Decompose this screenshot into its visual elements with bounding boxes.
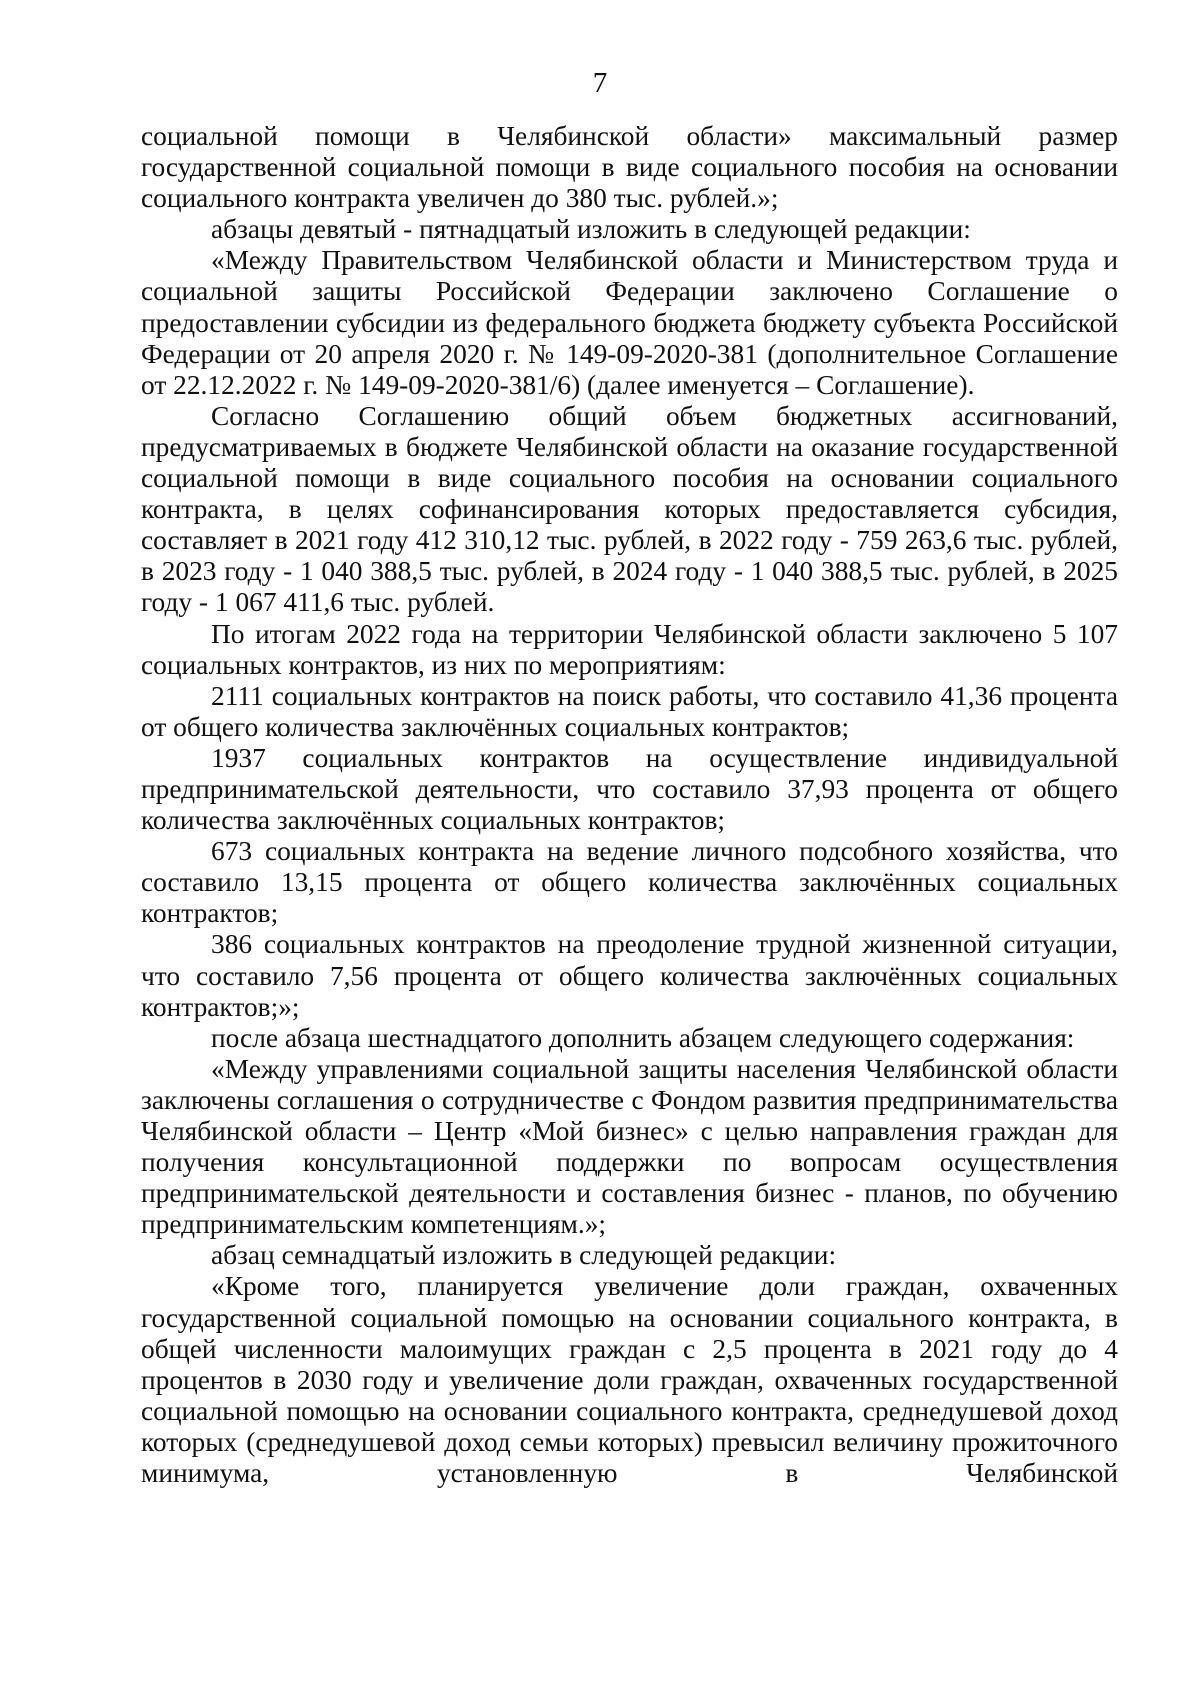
paragraph: «Между управлениями социальной защиты населения Челябинской области заключены соглашения о сотрудничестве с Фондом развития предпринимательства Челябинской области – Центр «Мой бизнес» с целью направления граждан для получения консультационной поддержки по вопросам осуществления предпринимательской деятельности и составления бизнес - планов, по обучению предпринимательским компетенциям.»; [141, 1053, 1118, 1240]
paragraph: абзацы девятый - пятнадцатый изложить в следующей редакции: [211, 214, 971, 245]
document-body [141, 121, 1118, 1489]
paragraph: По итогам 2022 года на территории Челябинской области заключено 5 107 социальных контрактов, из них по мероприятиям: [141, 618, 1118, 680]
paragraph: 1937 социальных контрактов на осуществление индивидуальной предпринимательской деятельности, что составило 37,93 процента от общего количества заключённых социальных контрактов; [141, 742, 1118, 836]
paragraph-continued: «Кроме того, планируется увеличение доли граждан, охваченных государственной социальной помощью на основании социального контракта, в общей численности малоимущих граждан с 2,5 процента в 2021 году до 4 процентов в 2030 году и увеличение доли граждан, охваченных государственной социальной помощью на основании социального контракта, среднедушевой доход которых (среднедушевой доход семьи которых) превысил величину прожиточного минимума, установленную в Челябинской [141, 1271, 1118, 1489]
paragraph: Согласно Соглашению общий объем бюджетных ассигнований, предусматриваемых в бюджете Челябинской области на оказание государственной социальной помощи в виде социального пособия на основании социального контракта, в целях софинансирования которых предоставляется субсидия, составляет в 2021 году 412 310,12 тыс. рублей, в 2022 году - 759 263,6 тыс. рублей, в 2023 году - 1 040 388,5 тыс. рублей, в 2024 году - 1 040 388,5 тыс. рублей, в 2025 году - 1 067 411,6 тыс. рублей. [141, 400, 1118, 618]
paragraph: 2111 социальных контрактов на поиск работы, что составило 41,36 процента от общего количества заключённых социальных контрактов; [141, 680, 1118, 742]
paragraph: 673 социальных контракта на ведение личного подсобного хозяйства, что составило 13,15 процента от общего количества заключённых социальных контрактов; [141, 836, 1118, 929]
page-number: 7 [592, 67, 608, 99]
paragraph: социальной помощи в Челябинской области» максимальный размер государственной социальной помощи в виде социального пособия на основании социального контракта увеличен до 380 тыс. рублей.»; [141, 121, 1118, 214]
paragraph: после абзаца шестнадцатого дополнить абзацем следующего содержания: [211, 1022, 1075, 1053]
paragraph: 386 социальных контрактов на преодоление трудной жизненной ситуации, что составило 7,56 процента от общего количества заключённых социальных контрактов;»; [141, 929, 1118, 1022]
paragraph: «Между Правительством Челябинской области и Министерством труда и социальной защиты Российской Федерации заключено Соглашение о предоставлении субсидии из федерального бюджета бюджету субъекта Российской Федерации от 20 апреля 2020 г. № 149-09-2020-381 (дополнительное Соглашение от 22.12.2022 г. № 149-09-2020-381/6) (далее именуется – Соглашение). [141, 245, 1118, 400]
paragraph: абзац семнадцатый изложить в следующей редакции: [211, 1240, 837, 1271]
